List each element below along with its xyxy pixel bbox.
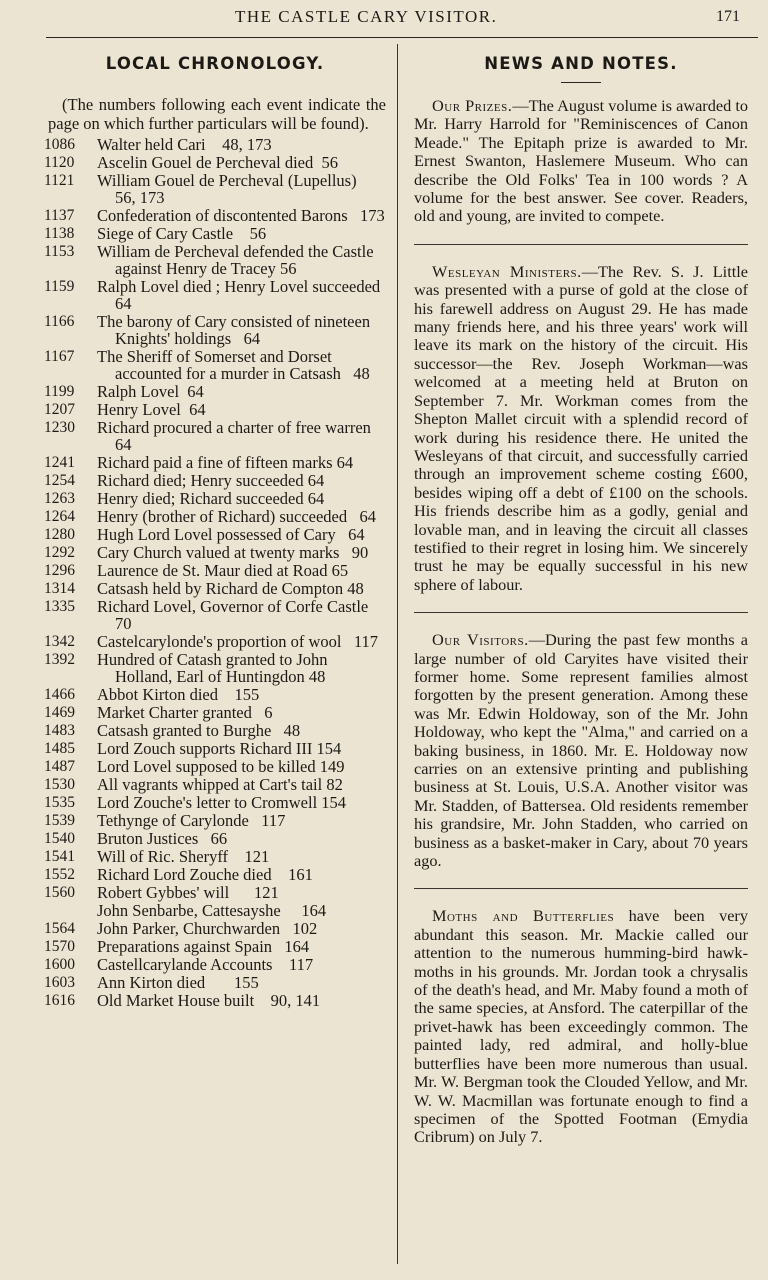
news-item-body: —During the past few months a large number of old Caryites have visited their former home. Some represent families almost forgotten by the present generation. Among these was Mr. Edwin Holdoway, son of the Mr. John Holdoway, who kept the "Alma," and carried on a baking business, in 1860. Mr. E. Holdoway now carries on an extensive printing and publishing business at St. Louis, U.S.A. Another visitor was Mr. Stadden, of Battersea. Old residents remember his grandsire, Mr. John Stadden, who carried on business as a basket-maker in Cary, about 70 years ago.: [414, 630, 748, 871]
news-and-notes-column: [414, 52, 748, 1165]
chronology-entry: [44, 812, 386, 829]
entry-text: Confederation of discontented Barons 173: [97, 206, 385, 225]
chronology-entry: [44, 794, 386, 811]
entry-year: 1342: [44, 633, 75, 650]
section-divider: [414, 888, 748, 889]
entry-year: 1167: [44, 348, 75, 365]
entry-text: Castelcarylonde's proportion of wool 117: [97, 632, 378, 651]
news-item-body: have been very abundant this season. Mr. Mackie called our attention to the numerous humming-bird hawk-moths in his grounds. Mr. Jordan took a chrysalis of the death's head, and Mr. Maby found a moth of the same species, at Ansford. The caterpillar of the privet-hawk has been exceedingly common. The painted lady, red admiral, and holly-blue butterflies have been more numerous than usual. Mr. W. Bergman took the Clouded Yellow, and Mr. W. W. Macmillan was fortunate enough to find a specimen of the Spotted Footman (Emydia Cribrum) on July 7.: [414, 906, 748, 1147]
entry-text: Preparations against Spain 164: [97, 937, 310, 956]
chronology-entry: [44, 633, 386, 650]
entry-year: 1335: [44, 598, 75, 615]
entry-text: William de Percheval defended the Castle against Henry de Tracey 56: [97, 242, 378, 278]
entry-year: 1603: [44, 974, 75, 991]
entry-year: 1166: [44, 313, 75, 330]
chronology-entry: [44, 472, 386, 489]
chronology-entry: [44, 938, 386, 955]
entry-year: 1483: [44, 722, 75, 739]
entry-year: 1120: [44, 154, 75, 171]
chronology-entry: [44, 956, 386, 973]
entry-text: Lord Zouche's letter to Cromwell 154: [97, 793, 347, 812]
entry-year: 1570: [44, 938, 75, 955]
entry-text: The barony of Cary consisted of nineteen Knights' holdings 64: [97, 312, 375, 348]
entry-year: 1292: [44, 544, 75, 561]
entry-year: 1540: [44, 830, 75, 847]
entry-text: Henry Lovel 64: [97, 400, 206, 419]
chronology-entry: [44, 419, 386, 453]
chronology-entry: [44, 154, 386, 171]
entry-text: Richard Lord Zouche died 161: [97, 865, 313, 884]
chronology-entry: [44, 848, 386, 865]
chronology-entry: [44, 243, 386, 277]
chronology-entry: [44, 490, 386, 507]
entry-year: 1121: [44, 172, 75, 189]
entry-text: Henry died; Richard succeeded 64: [97, 489, 325, 508]
chronology-intro: (The numbers following each event indicate the page on which further particulars will be found).: [48, 95, 386, 133]
entry-year: 1138: [44, 225, 75, 242]
chronology-entry: [44, 172, 386, 206]
entry-year: 1539: [44, 812, 75, 829]
entry-text: Richard paid a fine of fifteen marks 64: [97, 453, 354, 472]
entry-text: Ann Kirton died 155: [97, 973, 259, 992]
chronology-entry: [44, 902, 386, 919]
entry-text: Siege of Cary Castle 56: [97, 224, 267, 243]
header-rule: [46, 37, 758, 38]
entry-text: Catsash held by Richard de Compton 48: [97, 579, 364, 598]
chronology-entry: [44, 580, 386, 597]
chronology-entry: [44, 526, 386, 543]
entry-text: Abbot Kirton died 155: [97, 685, 260, 704]
entry-text: Richard died; Henry succeeded 64: [97, 471, 325, 490]
chronology-entry: [44, 136, 386, 153]
chronology-entry: [44, 401, 386, 418]
chronology-entry: [44, 348, 386, 382]
chronology-entry: [44, 758, 386, 775]
entry-text: Hundred of Catash granted to John Holland, Earl of Huntingdon 48: [97, 650, 332, 686]
entry-text: John Parker, Churchwarden 102: [97, 919, 318, 938]
section-divider: [414, 612, 748, 613]
chronology-entry: [44, 722, 386, 739]
entry-year: 1199: [44, 383, 75, 400]
entry-year: 1153: [44, 243, 75, 260]
entry-text: Henry (brother of Richard) succeeded 64: [97, 507, 377, 526]
chronology-entry: [44, 598, 386, 632]
news-heading: NEWS AND NOTES.: [484, 54, 678, 73]
entry-year: 1530: [44, 776, 75, 793]
chronology-entry: [44, 776, 386, 793]
entry-text: Ralph Lovel 64: [97, 382, 204, 401]
entry-year: 1392: [44, 651, 75, 668]
entry-year: 1263: [44, 490, 75, 507]
local-chronology-column: [44, 52, 397, 1010]
entry-text: John Senbarbe, Cattesayshe 164: [97, 901, 327, 920]
entry-text: Lord Zouch supports Richard III 154: [97, 739, 342, 758]
entry-text: Ascelin Gouel de Percheval died 56: [97, 153, 339, 172]
chronology-entry: [44, 704, 386, 721]
entry-year: 1230: [44, 419, 75, 436]
entry-year: 1296: [44, 562, 75, 579]
chronology-entry: [44, 884, 386, 901]
chronology-entry: [44, 207, 386, 224]
entry-text: Walter held Cari 48, 173: [97, 135, 272, 154]
news-item-body: —The August volume is awarded to Mr. Harry Harrold for "Reminiscences of Canon Meade." The Epitaph prize is awarded to Mr. Ernest Swanton, Haslemere Museum. Who can describe the Old Folks' Tea in 100 words ? A volume for the best answer. See cover. Readers, old and young, are invited to compete.: [414, 96, 748, 226]
chronology-entry: [44, 508, 386, 525]
news-item-moths: [414, 907, 748, 1146]
entry-year: 1207: [44, 401, 75, 418]
entry-text: All vagrants whipped at Cart's tail 82: [97, 775, 343, 794]
chronology-entry: [44, 920, 386, 937]
entry-year: 1254: [44, 472, 75, 489]
news-item-wesleyan: [414, 263, 748, 594]
entry-year: 1564: [44, 920, 75, 937]
chronology-entry: [44, 651, 386, 685]
entry-text: Catsash granted to Burghe 48: [97, 721, 301, 740]
entry-year: 1137: [44, 207, 75, 224]
chronology-entry: [44, 992, 386, 1009]
chronology-entry: [44, 383, 386, 400]
chronology-heading: LOCAL CHRONOLOGY.: [105, 54, 325, 73]
entry-year: 1466: [44, 686, 75, 703]
entry-year: [44, 902, 97, 919]
news-item-prizes: [414, 97, 748, 226]
entry-text: Robert Gybbes' will 121: [97, 883, 279, 902]
column-divider: [397, 44, 398, 1264]
chronology-list: [44, 135, 397, 1010]
entry-text: Richard procured a charter of free warren 64: [97, 418, 388, 454]
entry-year: 1560: [44, 884, 75, 901]
section-divider: [414, 244, 748, 245]
running-header: [0, 7, 768, 31]
entry-text: Laurence de St. Maur died at Road 65: [97, 561, 349, 580]
news-item-lead: Wesleyan Ministers.: [432, 261, 582, 281]
entry-year: 1616: [44, 992, 75, 1009]
entry-year: 1535: [44, 794, 75, 811]
chronology-entry: [44, 974, 386, 991]
entry-text: Tethynge of Carylonde 117: [97, 811, 286, 830]
entry-year: 1485: [44, 740, 75, 757]
chronology-entry: [44, 277, 397, 313]
entry-text: Hugh Lord Lovel possessed of Cary 64: [97, 525, 365, 544]
entry-text: Old Market House built 90, 141: [97, 991, 321, 1010]
news-item-lead: Our Visitors.: [432, 630, 529, 650]
entry-text: The Sheriff of Somerset and Dorset accounted for a murder in Catsash 48: [97, 347, 370, 383]
entry-text: Ralph Lovel died ; Henry Lovel succeeded 64: [97, 277, 397, 313]
news-item-lead: Moths and Butterflies: [432, 906, 615, 926]
chronology-entry: [44, 313, 386, 347]
chronology-entry: [44, 225, 386, 242]
chronology-entry: [44, 686, 386, 703]
chronology-entry: [44, 830, 386, 847]
entry-text: Bruton Justices 66: [97, 829, 228, 848]
news-item-body: —The Rev. S. J. Little was presented with a purse of gold at the close of his farewell address on August 29. He has made many friends here, and his three years' work will leave its mark on the history of the circuit. His successor—the Rev. Joseph Workman—was welcomed at a meeting held at Bruton on September 7. Mr. Workman comes from the Shepton Mallet circuit with a splendid record of work during his residence there. He united the Wesleyans of that circuit, and successfully carried through an improvement scheme costing £600, besides wiping off a debt of £100 on the schools. His friends describe him as a godly, genial and lovable man, and in leaving the circuit all classes testified to their regret in losing him. We sincerely trust he may be equally successful in his new sphere of labour.: [414, 261, 748, 594]
chronology-entry: [44, 562, 386, 579]
publication-title: THE CASTLE CARY VISITOR.: [235, 7, 498, 26]
entry-year: 1600: [44, 956, 75, 973]
entry-year: 1487: [44, 758, 75, 775]
heading-rule: [561, 82, 601, 83]
entry-year: 1552: [44, 866, 75, 883]
entry-text: Lord Lovel supposed to be killed 149: [97, 757, 345, 776]
chronology-entry: [44, 740, 386, 757]
chronology-entry: [44, 454, 386, 471]
entry-year: 1280: [44, 526, 75, 543]
entry-text: Castellcarylande Accounts 117: [97, 955, 314, 974]
entry-year: 1541: [44, 848, 75, 865]
entry-year: 1086: [44, 136, 75, 153]
news-item-lead: Our Prizes.: [432, 96, 513, 115]
page-number: 171: [716, 8, 740, 25]
entry-year: 1159: [44, 278, 75, 295]
chronology-entry: [44, 544, 386, 561]
entry-year: 1469: [44, 704, 75, 721]
chronology-entry: [44, 866, 386, 883]
entry-year: 1314: [44, 580, 75, 597]
news-item-visitors: [414, 631, 748, 870]
entry-year: 1241: [44, 454, 75, 471]
entry-text: Market Charter granted 6: [97, 703, 273, 722]
entry-text: Will of Ric. Sheryff 121: [97, 847, 270, 866]
entry-text: Cary Church valued at twenty marks 90: [97, 543, 369, 562]
entry-text: William Gouel de Percheval (Lupellus) 56, 173: [97, 171, 369, 207]
entry-year: 1264: [44, 508, 75, 525]
entry-text: Richard Lovel, Governor of Corfe Castle 70: [97, 597, 381, 633]
